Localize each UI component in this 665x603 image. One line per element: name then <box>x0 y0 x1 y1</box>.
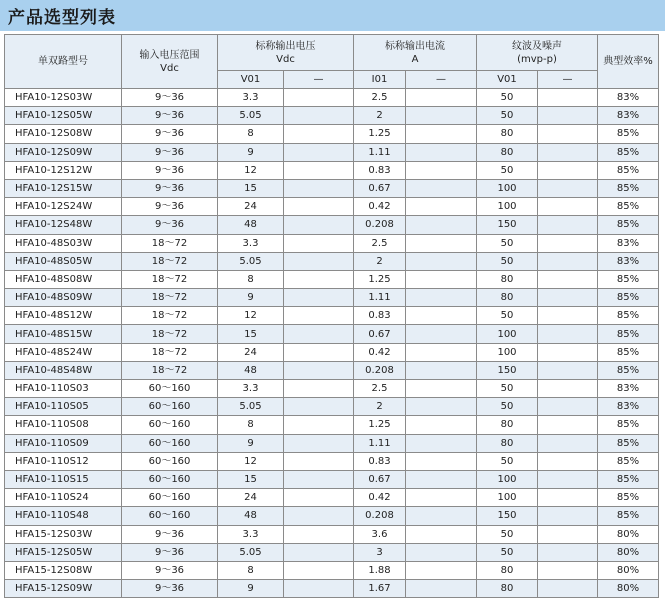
cell-efficiency: 83% <box>598 234 659 252</box>
header-output-current: 标称输出电流 A <box>354 35 477 71</box>
table-row <box>5 198 659 216</box>
cell-output-current-i02 <box>406 179 477 197</box>
table-row <box>5 270 659 288</box>
cell-input-range: 9～36 <box>122 580 218 598</box>
table-row <box>5 416 659 434</box>
cell-input-range: 18～72 <box>122 325 218 343</box>
cell-ripple-v01: 80 <box>477 143 538 161</box>
cell-model: HFA10-12S12W <box>5 161 122 179</box>
header-output-voltage: 标称输出电压 Vdc <box>218 35 354 71</box>
cell-output-current-i01: 0.67 <box>354 179 406 197</box>
cell-ripple-v02 <box>538 179 598 197</box>
cell-output-current-i01: 0.208 <box>354 361 406 379</box>
cell-output-current-i01: 1.25 <box>354 125 406 143</box>
cell-ripple-v01: 50 <box>477 543 538 561</box>
cell-output-voltage-v01: 48 <box>218 361 284 379</box>
cell-model: HFA10-48S03W <box>5 234 122 252</box>
cell-model: HFA10-48S09W <box>5 289 122 307</box>
cell-output-voltage-v02 <box>284 380 354 398</box>
cell-model: HFA10-110S12 <box>5 452 122 470</box>
table-row <box>5 398 659 416</box>
table-row <box>5 543 659 561</box>
cell-efficiency: 85% <box>598 125 659 143</box>
cell-efficiency: 85% <box>598 489 659 507</box>
cell-ripple-v02 <box>538 452 598 470</box>
cell-efficiency: 85% <box>598 416 659 434</box>
cell-ripple-v02 <box>538 470 598 488</box>
table-row <box>5 289 659 307</box>
cell-output-current-i01: 2.5 <box>354 89 406 107</box>
subheader-dash: — <box>284 71 354 89</box>
cell-efficiency: 85% <box>598 361 659 379</box>
cell-output-current-i01: 1.25 <box>354 270 406 288</box>
cell-output-voltage-v02 <box>284 198 354 216</box>
cell-ripple-v02 <box>538 507 598 525</box>
cell-input-range: 9～36 <box>122 143 218 161</box>
cell-ripple-v02 <box>538 525 598 543</box>
cell-ripple-v02 <box>538 380 598 398</box>
cell-ripple-v01: 80 <box>477 416 538 434</box>
cell-output-current-i02 <box>406 507 477 525</box>
cell-output-current-i02 <box>406 216 477 234</box>
cell-ripple-v01: 100 <box>477 198 538 216</box>
cell-output-current-i01: 2 <box>354 107 406 125</box>
cell-output-voltage-v02 <box>284 361 354 379</box>
cell-output-voltage-v01: 3.3 <box>218 89 284 107</box>
cell-ripple-v02 <box>538 398 598 416</box>
cell-ripple-v02 <box>538 489 598 507</box>
subheader-ripple-v01: V01 <box>477 71 538 89</box>
cell-output-current-i01: 2.5 <box>354 234 406 252</box>
cell-ripple-v01: 100 <box>477 179 538 197</box>
cell-efficiency: 85% <box>598 198 659 216</box>
cell-output-voltage-v01: 12 <box>218 307 284 325</box>
cell-output-current-i02 <box>406 416 477 434</box>
cell-input-range: 60～160 <box>122 398 218 416</box>
cell-model: HFA10-110S08 <box>5 416 122 434</box>
cell-output-current-i02 <box>406 398 477 416</box>
cell-ripple-v02 <box>538 343 598 361</box>
cell-input-range: 18～72 <box>122 361 218 379</box>
cell-input-range: 9～36 <box>122 198 218 216</box>
table-row <box>5 216 659 234</box>
cell-ripple-v01: 50 <box>477 525 538 543</box>
cell-output-voltage-v02 <box>284 107 354 125</box>
cell-output-voltage-v01: 3.3 <box>218 525 284 543</box>
cell-output-voltage-v02 <box>284 507 354 525</box>
cell-model: HFA10-110S09 <box>5 434 122 452</box>
cell-output-current-i01: 2 <box>354 398 406 416</box>
cell-output-voltage-v02 <box>284 489 354 507</box>
cell-output-voltage-v02 <box>284 89 354 107</box>
cell-output-voltage-v02 <box>284 179 354 197</box>
cell-efficiency: 83% <box>598 398 659 416</box>
cell-output-current-i02 <box>406 107 477 125</box>
table-row <box>5 143 659 161</box>
cell-output-current-i02 <box>406 270 477 288</box>
cell-output-voltage-v02 <box>284 125 354 143</box>
table-row <box>5 234 659 252</box>
cell-model: HFA10-110S15 <box>5 470 122 488</box>
cell-ripple-v01: 80 <box>477 125 538 143</box>
cell-efficiency: 85% <box>598 452 659 470</box>
cell-input-range: 60～160 <box>122 470 218 488</box>
cell-output-voltage-v01: 8 <box>218 125 284 143</box>
cell-efficiency: 85% <box>598 216 659 234</box>
title-bar <box>0 0 665 31</box>
cell-efficiency: 85% <box>598 434 659 452</box>
cell-input-range: 18～72 <box>122 252 218 270</box>
cell-output-current-i01: 2.5 <box>354 380 406 398</box>
cell-ripple-v01: 50 <box>477 452 538 470</box>
cell-ripple-v02 <box>538 143 598 161</box>
cell-ripple-v01: 50 <box>477 107 538 125</box>
cell-output-current-i01: 1.25 <box>354 416 406 434</box>
cell-ripple-v01: 50 <box>477 161 538 179</box>
cell-output-current-i02 <box>406 380 477 398</box>
cell-ripple-v01: 80 <box>477 561 538 579</box>
cell-ripple-v01: 50 <box>477 398 538 416</box>
cell-ripple-v02 <box>538 361 598 379</box>
cell-input-range: 9～36 <box>122 179 218 197</box>
cell-ripple-v01: 50 <box>477 380 538 398</box>
cell-ripple-v01: 100 <box>477 343 538 361</box>
cell-model: HFA10-48S24W <box>5 343 122 361</box>
cell-output-current-i01: 1.11 <box>354 143 406 161</box>
cell-output-voltage-v01: 48 <box>218 507 284 525</box>
cell-efficiency: 80% <box>598 525 659 543</box>
cell-input-range: 9～36 <box>122 125 218 143</box>
cell-model: HFA15-12S08W <box>5 561 122 579</box>
cell-output-current-i01: 3 <box>354 543 406 561</box>
cell-output-voltage-v01: 15 <box>218 179 284 197</box>
cell-output-current-i02 <box>406 143 477 161</box>
cell-input-range: 60～160 <box>122 434 218 452</box>
table-row <box>5 107 659 125</box>
cell-model: HFA10-12S15W <box>5 179 122 197</box>
cell-output-voltage-v02 <box>284 434 354 452</box>
cell-output-voltage-v01: 9 <box>218 143 284 161</box>
cell-output-current-i02 <box>406 561 477 579</box>
cell-output-current-i02 <box>406 452 477 470</box>
table-row <box>5 252 659 270</box>
cell-efficiency: 85% <box>598 307 659 325</box>
cell-output-voltage-v02 <box>284 216 354 234</box>
cell-output-voltage-v02 <box>284 470 354 488</box>
cell-efficiency: 85% <box>598 289 659 307</box>
cell-output-voltage-v01: 3.3 <box>218 234 284 252</box>
cell-output-current-i01: 0.208 <box>354 507 406 525</box>
cell-ripple-v02 <box>538 561 598 579</box>
cell-output-voltage-v01: 48 <box>218 216 284 234</box>
cell-efficiency: 85% <box>598 470 659 488</box>
cell-efficiency: 85% <box>598 343 659 361</box>
cell-output-current-i02 <box>406 361 477 379</box>
cell-output-voltage-v02 <box>284 452 354 470</box>
cell-input-range: 18～72 <box>122 343 218 361</box>
cell-ripple-v02 <box>538 107 598 125</box>
cell-model: HFA15-12S05W <box>5 543 122 561</box>
cell-input-range: 18～72 <box>122 307 218 325</box>
cell-output-current-i01: 0.67 <box>354 470 406 488</box>
cell-output-current-i02 <box>406 543 477 561</box>
cell-output-current-i02 <box>406 289 477 307</box>
cell-output-current-i02 <box>406 125 477 143</box>
cell-output-voltage-v02 <box>284 416 354 434</box>
cell-output-current-i02 <box>406 525 477 543</box>
cell-output-voltage-v02 <box>284 398 354 416</box>
cell-output-voltage-v01: 24 <box>218 489 284 507</box>
cell-output-voltage-v02 <box>284 270 354 288</box>
cell-output-voltage-v01: 9 <box>218 434 284 452</box>
cell-output-voltage-v02 <box>284 580 354 598</box>
cell-ripple-v01: 50 <box>477 307 538 325</box>
table-body <box>5 89 659 598</box>
cell-ripple-v01: 50 <box>477 89 538 107</box>
cell-model: HFA10-12S05W <box>5 107 122 125</box>
cell-output-voltage-v02 <box>284 234 354 252</box>
cell-output-voltage-v01: 5.05 <box>218 543 284 561</box>
cell-model: HFA10-110S05 <box>5 398 122 416</box>
cell-input-range: 60～160 <box>122 416 218 434</box>
cell-ripple-v01: 50 <box>477 252 538 270</box>
cell-output-voltage-v01: 3.3 <box>218 380 284 398</box>
cell-output-current-i02 <box>406 434 477 452</box>
table-row <box>5 525 659 543</box>
cell-output-current-i01: 1.88 <box>354 561 406 579</box>
cell-ripple-v02 <box>538 325 598 343</box>
cell-ripple-v01: 80 <box>477 580 538 598</box>
cell-output-voltage-v01: 8 <box>218 416 284 434</box>
cell-ripple-v01: 50 <box>477 234 538 252</box>
cell-input-range: 60～160 <box>122 380 218 398</box>
cell-efficiency: 85% <box>598 325 659 343</box>
cell-output-current-i01: 0.42 <box>354 198 406 216</box>
table-row <box>5 470 659 488</box>
cell-output-voltage-v02 <box>284 252 354 270</box>
cell-output-current-i01: 0.208 <box>354 216 406 234</box>
cell-efficiency: 80% <box>598 543 659 561</box>
cell-output-current-i02 <box>406 580 477 598</box>
cell-output-voltage-v02 <box>284 161 354 179</box>
cell-ripple-v02 <box>538 252 598 270</box>
cell-input-range: 60～160 <box>122 452 218 470</box>
cell-efficiency: 85% <box>598 270 659 288</box>
cell-output-current-i01: 0.83 <box>354 307 406 325</box>
cell-model: HFA10-12S03W <box>5 89 122 107</box>
cell-output-current-i02 <box>406 307 477 325</box>
cell-output-current-i01: 1.11 <box>354 289 406 307</box>
cell-ripple-v01: 100 <box>477 489 538 507</box>
header-model: 单双路型号 <box>5 35 122 89</box>
cell-efficiency: 80% <box>598 561 659 579</box>
cell-output-current-i01: 0.42 <box>354 489 406 507</box>
cell-model: HFA10-48S05W <box>5 252 122 270</box>
cell-ripple-v01: 100 <box>477 325 538 343</box>
cell-output-voltage-v01: 15 <box>218 325 284 343</box>
table-row <box>5 434 659 452</box>
table-row <box>5 380 659 398</box>
cell-ripple-v01: 150 <box>477 216 538 234</box>
cell-efficiency: 85% <box>598 161 659 179</box>
table-row <box>5 179 659 197</box>
cell-output-current-i01: 2 <box>354 252 406 270</box>
table-row <box>5 452 659 470</box>
cell-input-range: 60～160 <box>122 489 218 507</box>
cell-efficiency: 83% <box>598 89 659 107</box>
table-row <box>5 580 659 598</box>
cell-ripple-v01: 150 <box>477 361 538 379</box>
cell-output-voltage-v02 <box>284 289 354 307</box>
cell-output-voltage-v02 <box>284 561 354 579</box>
cell-output-current-i02 <box>406 343 477 361</box>
product-selection-table <box>4 34 659 598</box>
cell-output-current-i02 <box>406 325 477 343</box>
header-efficiency: 典型效率% <box>598 35 659 89</box>
subheader-v01: V01 <box>218 71 284 89</box>
cell-model: HFA10-12S24W <box>5 198 122 216</box>
cell-output-current-i01: 0.83 <box>354 161 406 179</box>
cell-input-range: 18～72 <box>122 270 218 288</box>
cell-ripple-v02 <box>538 234 598 252</box>
cell-output-current-i02 <box>406 252 477 270</box>
cell-output-current-i01: 1.11 <box>354 434 406 452</box>
table-row <box>5 561 659 579</box>
cell-output-voltage-v01: 12 <box>218 161 284 179</box>
table-row <box>5 361 659 379</box>
cell-ripple-v02 <box>538 289 598 307</box>
cell-input-range: 18～72 <box>122 234 218 252</box>
cell-input-range: 60～160 <box>122 507 218 525</box>
header-ripple-noise: 纹波及噪声 (mvp-p) <box>477 35 598 71</box>
cell-output-voltage-v01: 12 <box>218 452 284 470</box>
cell-ripple-v02 <box>538 580 598 598</box>
cell-output-voltage-v01: 5.05 <box>218 398 284 416</box>
cell-efficiency: 83% <box>598 252 659 270</box>
cell-ripple-v02 <box>538 125 598 143</box>
cell-output-voltage-v02 <box>284 307 354 325</box>
cell-input-range: 9～36 <box>122 543 218 561</box>
cell-input-range: 9～36 <box>122 525 218 543</box>
cell-output-voltage-v02 <box>284 525 354 543</box>
subheader-dash: — <box>538 71 598 89</box>
cell-ripple-v01: 150 <box>477 507 538 525</box>
cell-output-voltage-v01: 8 <box>218 561 284 579</box>
cell-output-current-i02 <box>406 198 477 216</box>
cell-model: HFA10-110S03 <box>5 380 122 398</box>
cell-efficiency: 83% <box>598 380 659 398</box>
cell-model: HFA15-12S09W <box>5 580 122 598</box>
subheader-i01: I01 <box>354 71 406 89</box>
subheader-dash: — <box>406 71 477 89</box>
cell-input-range: 9～36 <box>122 161 218 179</box>
cell-model: HFA15-12S03W <box>5 525 122 543</box>
cell-output-current-i01: 1.67 <box>354 580 406 598</box>
cell-efficiency: 83% <box>598 107 659 125</box>
cell-input-range: 9～36 <box>122 107 218 125</box>
cell-output-voltage-v02 <box>284 325 354 343</box>
cell-efficiency: 85% <box>598 143 659 161</box>
cell-output-current-i02 <box>406 161 477 179</box>
cell-output-voltage-v01: 9 <box>218 580 284 598</box>
cell-output-current-i01: 0.42 <box>354 343 406 361</box>
cell-model: HFA10-48S08W <box>5 270 122 288</box>
cell-output-voltage-v01: 24 <box>218 198 284 216</box>
cell-output-current-i02 <box>406 470 477 488</box>
table-row <box>5 307 659 325</box>
cell-efficiency: 85% <box>598 507 659 525</box>
table-row <box>5 125 659 143</box>
cell-model: HFA10-110S48 <box>5 507 122 525</box>
cell-efficiency: 85% <box>598 179 659 197</box>
cell-output-voltage-v01: 24 <box>218 343 284 361</box>
cell-ripple-v02 <box>538 161 598 179</box>
cell-ripple-v02 <box>538 543 598 561</box>
cell-model: HFA10-110S24 <box>5 489 122 507</box>
cell-ripple-v02 <box>538 216 598 234</box>
header-input-range: 输入电压范围 Vdc <box>122 35 218 89</box>
page-title: 产品选型列表 <box>8 8 116 28</box>
table-row <box>5 161 659 179</box>
cell-model: HFA10-48S12W <box>5 307 122 325</box>
cell-ripple-v01: 100 <box>477 470 538 488</box>
cell-ripple-v01: 80 <box>477 289 538 307</box>
cell-ripple-v02 <box>538 89 598 107</box>
table-row <box>5 89 659 107</box>
cell-output-voltage-v01: 5.05 <box>218 252 284 270</box>
cell-ripple-v01: 80 <box>477 434 538 452</box>
cell-output-voltage-v02 <box>284 143 354 161</box>
cell-input-range: 18～72 <box>122 289 218 307</box>
cell-output-current-i02 <box>406 89 477 107</box>
cell-output-current-i02 <box>406 489 477 507</box>
cell-output-current-i01: 0.67 <box>354 325 406 343</box>
table-row <box>5 325 659 343</box>
cell-output-voltage-v02 <box>284 343 354 361</box>
cell-input-range: 9～36 <box>122 89 218 107</box>
cell-output-voltage-v01: 15 <box>218 470 284 488</box>
cell-output-voltage-v01: 8 <box>218 270 284 288</box>
cell-ripple-v02 <box>538 434 598 452</box>
cell-input-range: 9～36 <box>122 216 218 234</box>
cell-ripple-v02 <box>538 307 598 325</box>
cell-model: HFA10-12S09W <box>5 143 122 161</box>
cell-model: HFA10-48S15W <box>5 325 122 343</box>
table-row <box>5 507 659 525</box>
cell-output-current-i01: 3.6 <box>354 525 406 543</box>
cell-output-voltage-v01: 9 <box>218 289 284 307</box>
cell-output-voltage-v01: 5.05 <box>218 107 284 125</box>
cell-model: HFA10-48S48W <box>5 361 122 379</box>
cell-efficiency: 80% <box>598 580 659 598</box>
cell-ripple-v02 <box>538 270 598 288</box>
cell-ripple-v01: 80 <box>477 270 538 288</box>
table-row <box>5 489 659 507</box>
cell-model: HFA10-12S48W <box>5 216 122 234</box>
cell-output-current-i01: 0.83 <box>354 452 406 470</box>
cell-model: HFA10-12S08W <box>5 125 122 143</box>
cell-ripple-v02 <box>538 198 598 216</box>
table-row <box>5 343 659 361</box>
cell-output-current-i02 <box>406 234 477 252</box>
cell-ripple-v02 <box>538 416 598 434</box>
cell-output-voltage-v02 <box>284 543 354 561</box>
cell-input-range: 9～36 <box>122 561 218 579</box>
